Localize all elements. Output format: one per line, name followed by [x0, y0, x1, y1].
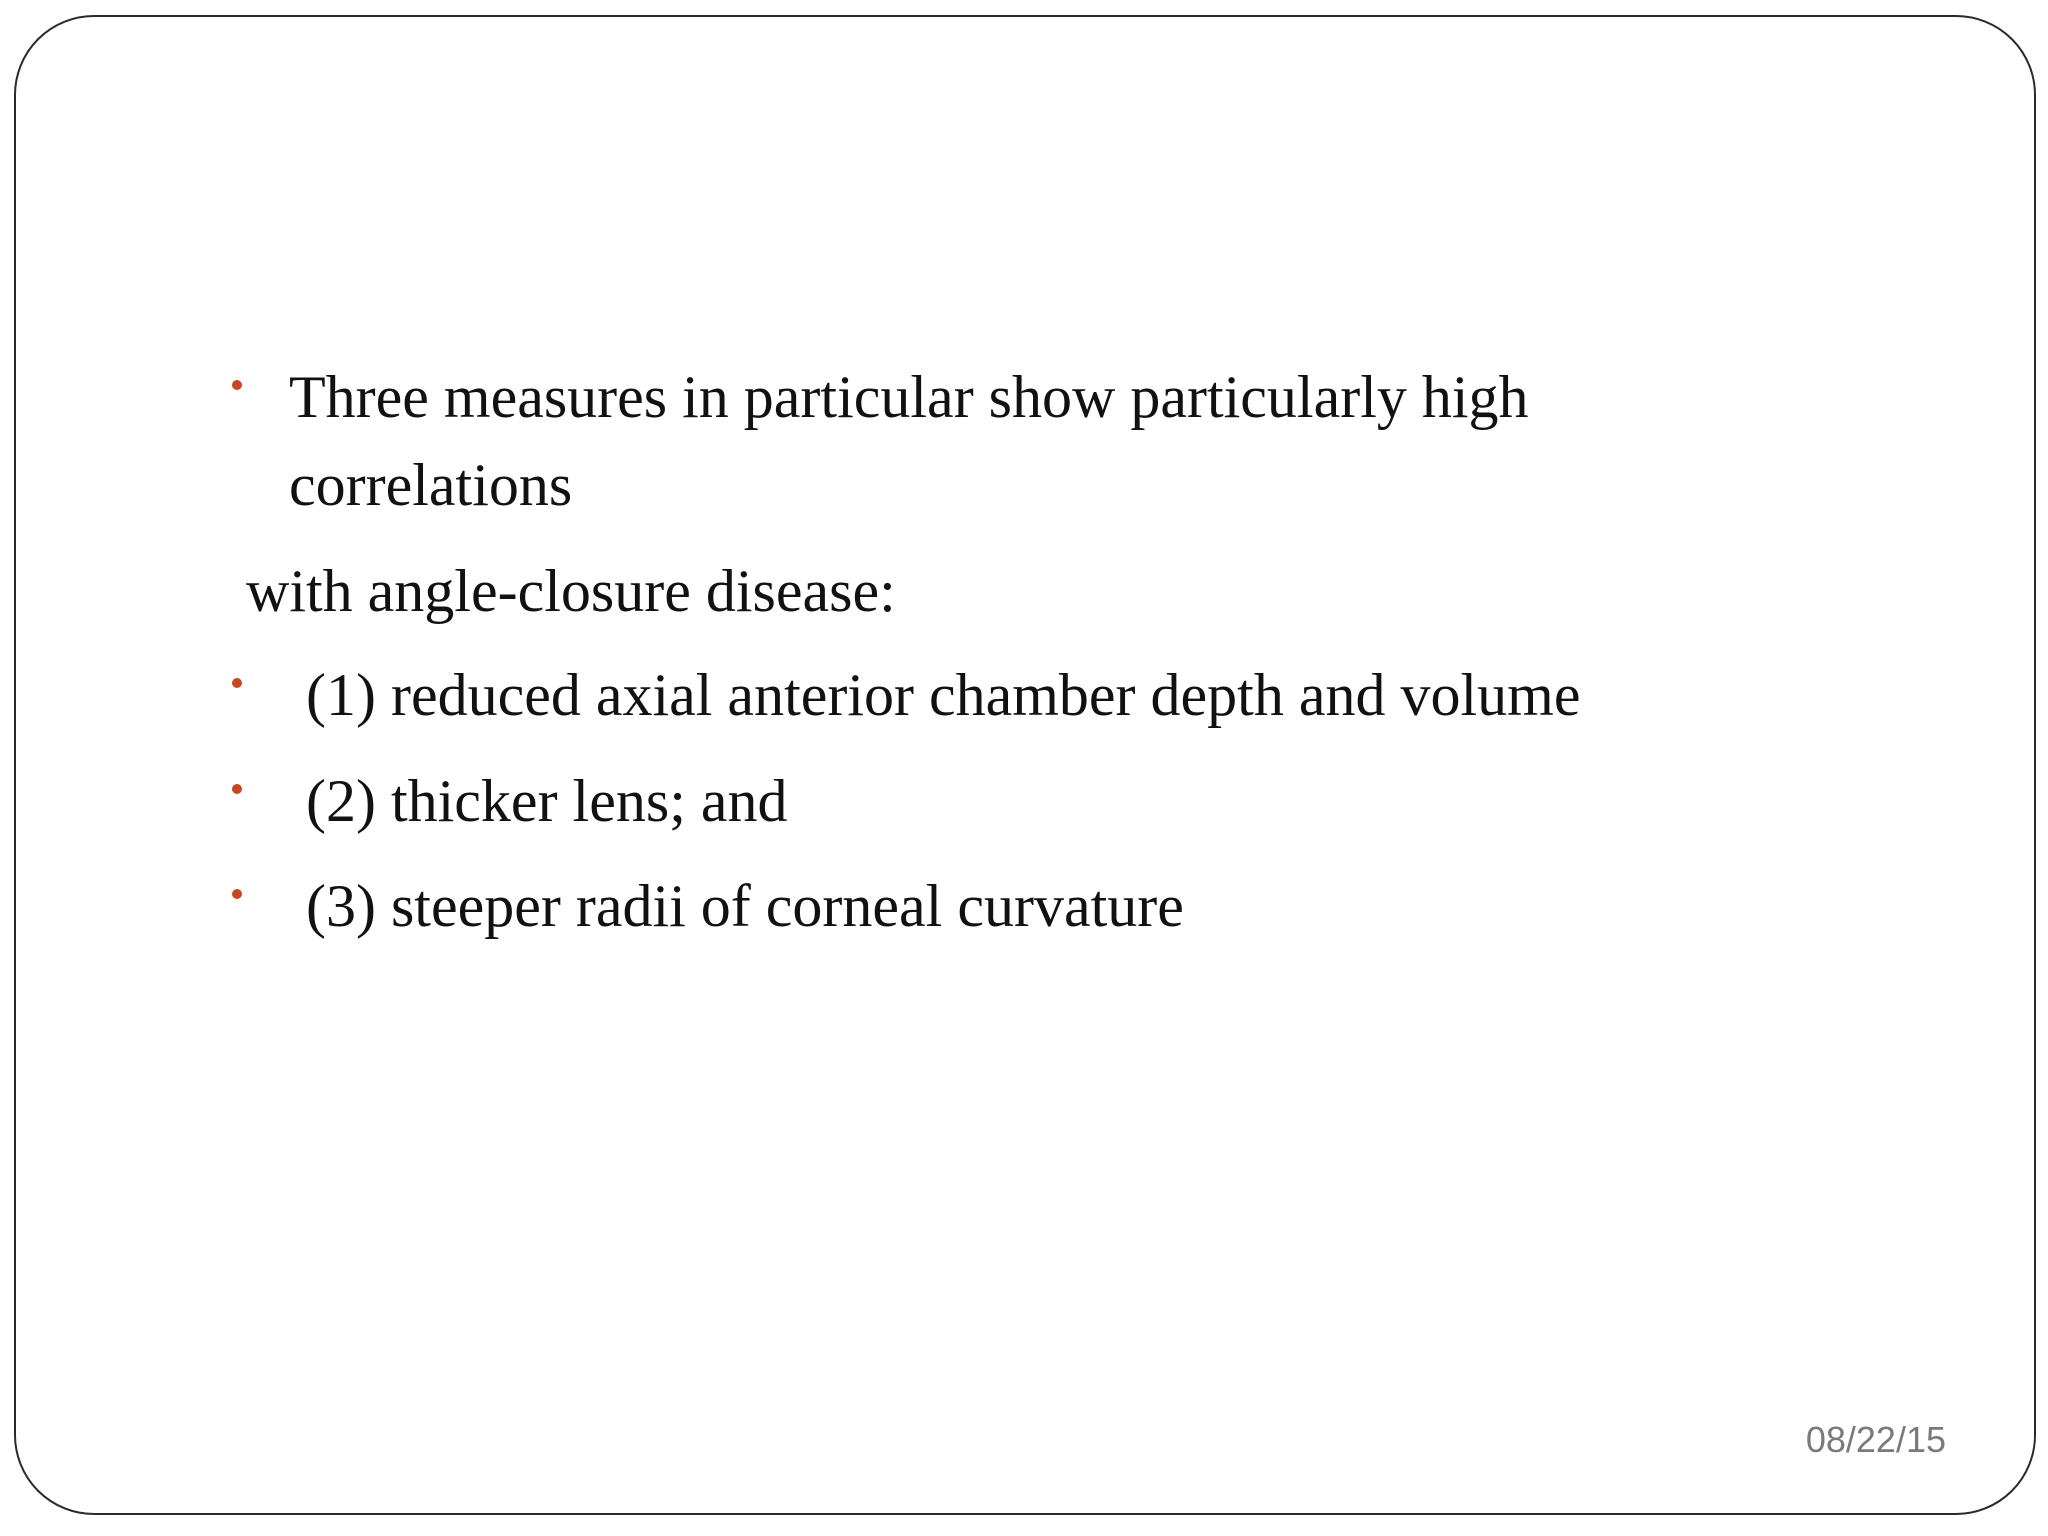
bullet-text-1a: Three measures in particular show particularly high — [289, 364, 1529, 430]
bullet-text-2: (1) reduced axial anterior chamber depth and volume — [306, 662, 1581, 728]
bullet-icon — [232, 380, 242, 390]
bullet-text-3: (2) thicker lens; and — [306, 768, 788, 834]
continuation-text: with angle-closure disease: — [246, 558, 896, 624]
bullet-icon — [232, 678, 242, 688]
slide-frame — [14, 15, 2036, 1515]
slide-content — [16, 17, 2034, 1513]
bullet-text-1b: correlations — [289, 452, 573, 518]
bullet-icon — [232, 889, 242, 899]
slide-date: 08/22/15 — [1805, 1419, 1946, 1460]
bullet-icon — [232, 784, 242, 794]
bullet-text-4: (3) steeper radii of corneal curvature — [306, 873, 1184, 939]
